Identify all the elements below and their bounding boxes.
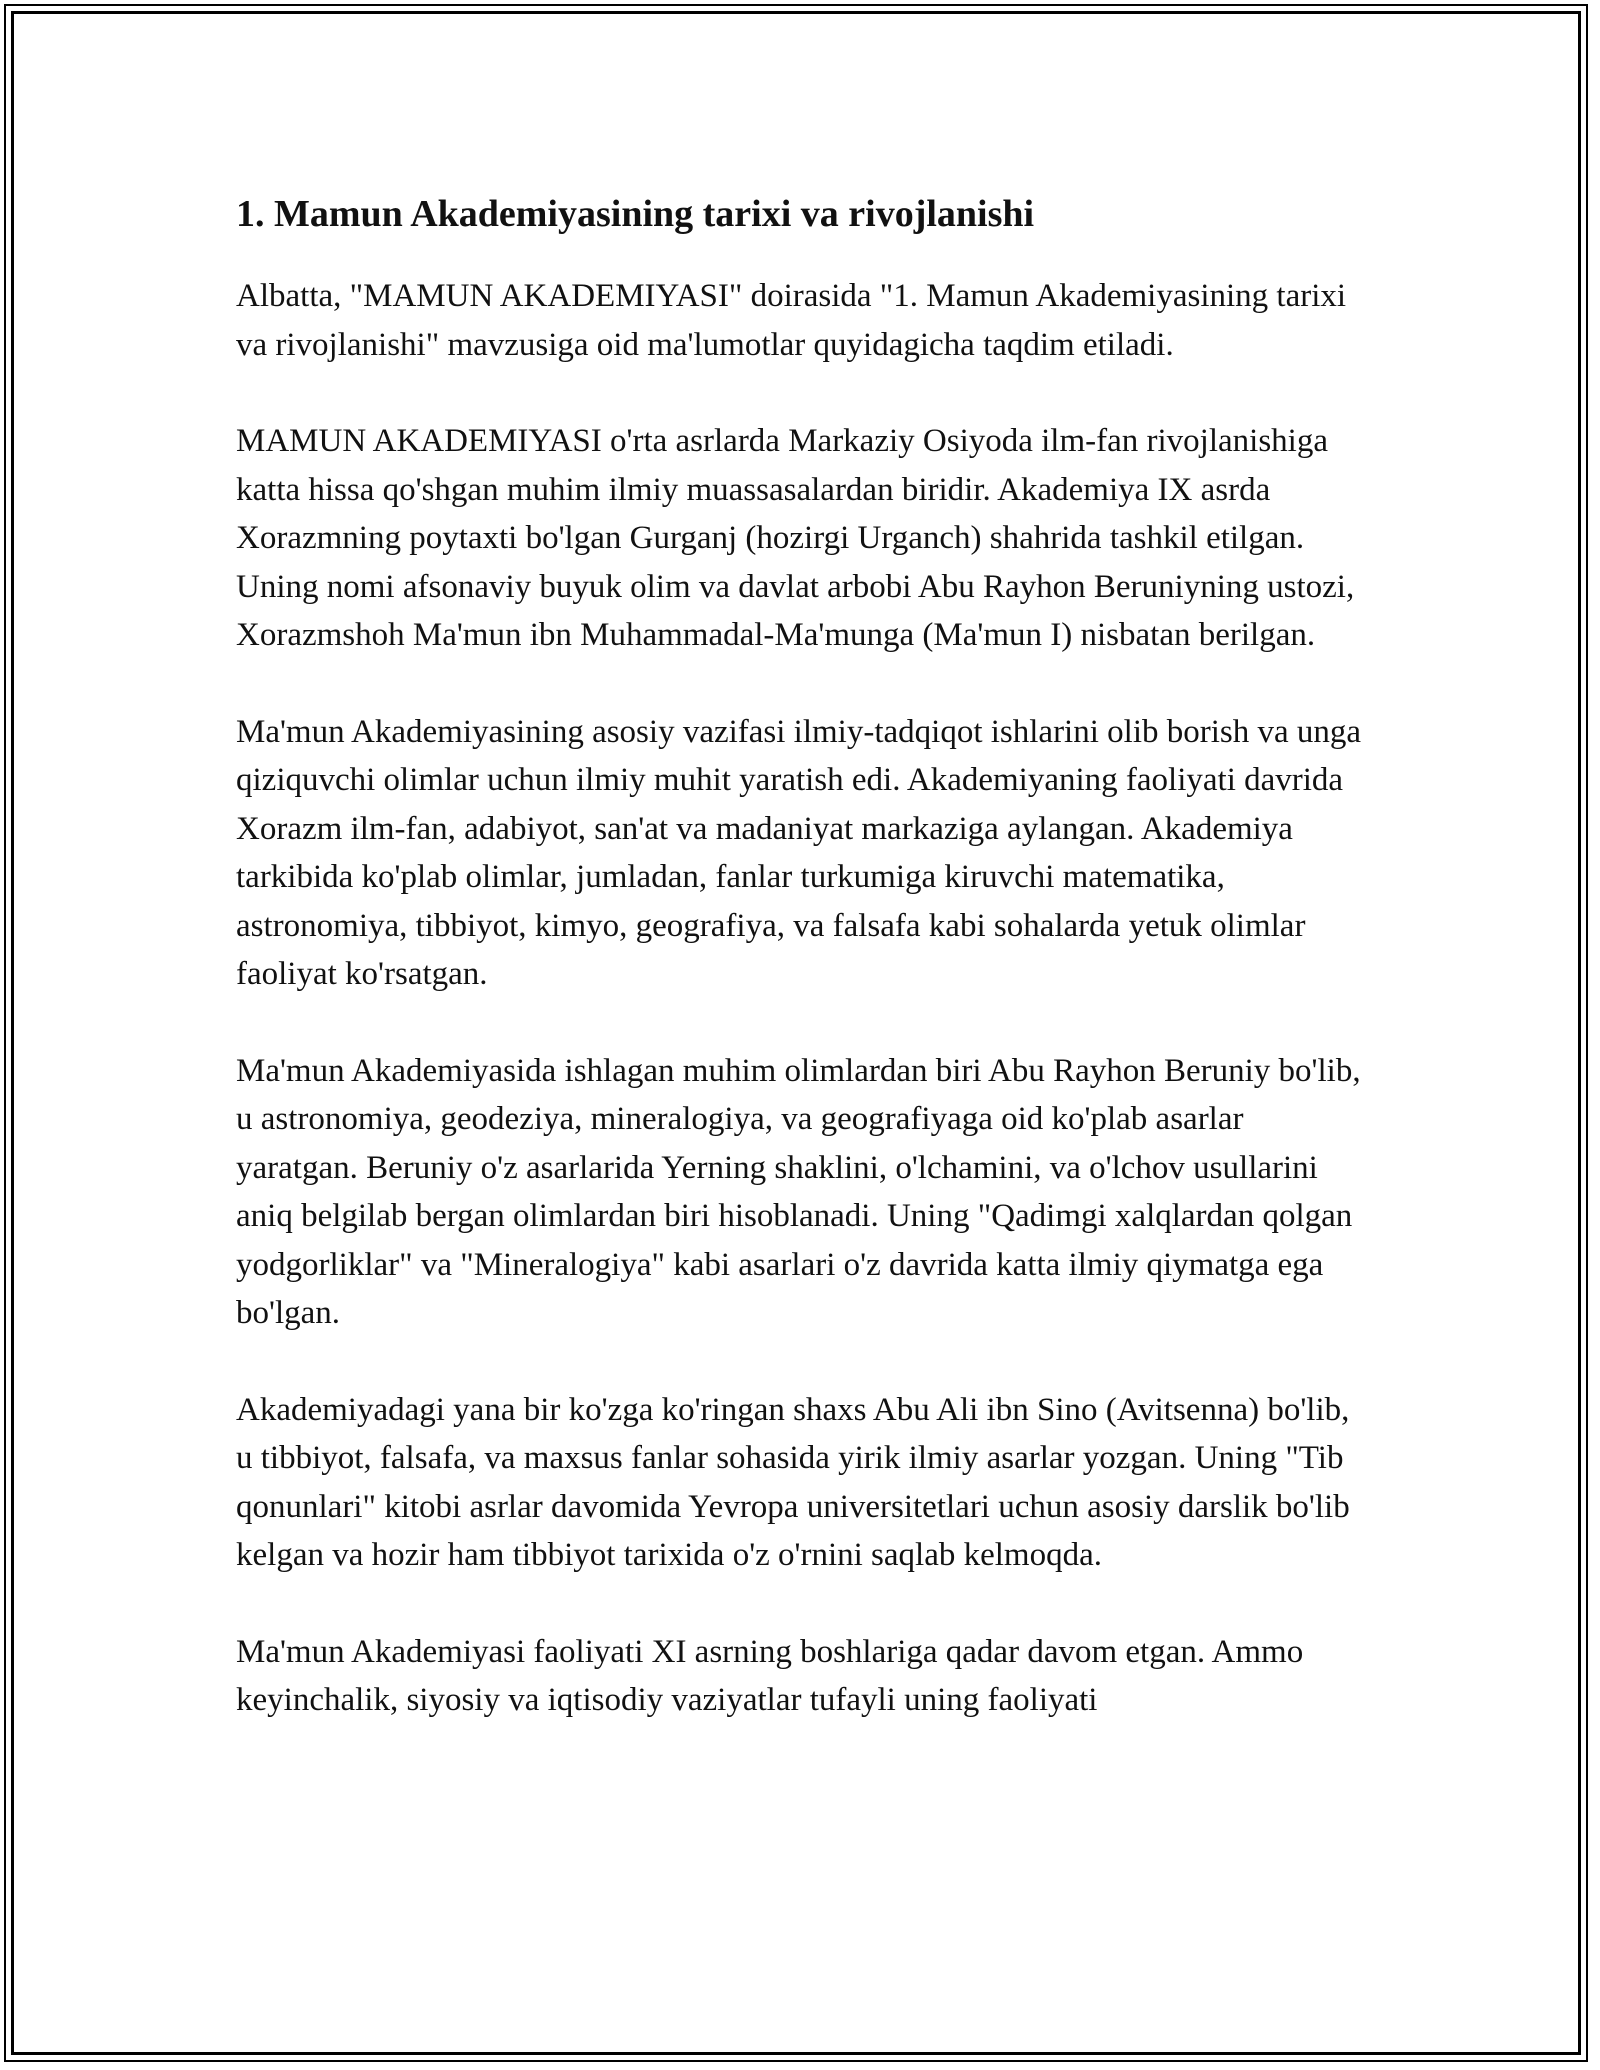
paragraph-founding: MAMUN AKADEMIYASI o'rta asrlarda Markaziy Osiyoda ilm-fan rivojlanishiga katta hissa qo'shgan muhim ilmiy muassasalardan biridir. Akademiya IX asrda Xorazmning poytaxti bo'lgan Gurganj (hozirgi Urganch) shahrida tashkil etilgan. Uning nomi afsonaviy buyuk olim va davlat arbobi Abu Rayhon Beruniyning ustozi, Xorazmshoh Ma'mun ibn Muhammadal-Ma'munga (Ma'mun I) nisbatan berilgan. xyxy=(236,423,1355,653)
document-body xyxy=(236,188,1366,1773)
document-title: 1. Mamun Akademiyasining tarixi va rivojlanishi xyxy=(236,193,1035,235)
paragraph-beruniy: Ma'mun Akademiyasida ishlagan muhim olimlardan biri Abu Rayhon Beruniy bo'lib, u astronomiya, geodeziya, mineralogiya, va geografiyaga oid ko'plab asarlar yaratgan. Beruniy o'z asarlarida Yerning shaklini, o'lchamini, va o'lchov usullarini aniq belgilab bergan olimlardan biri hisoblanadi. Uning "Qadimgi xalqlardan qolgan yodgorliklar" va "Mineralogiya" kabi asarlari o'z davrida katta ilmiy qiymatga ega bo'lgan. xyxy=(236,1052,1361,1331)
paragraph-intro: Albatta, "MAMUN AKADEMIYASI" doirasida "1. Mamun Akademiyasining tarixi va rivojlanishi" mavzusiga oid ma'lumotlar quyidagicha taqdim etiladi. xyxy=(236,278,1347,363)
paragraph-decline: Ma'mun Akademiyasi faoliyati XI asrning boshlariga qadar davom etgan. Ammo keyinchalik, siyosiy va iqtisodiy vaziyatlar tufayli uning faoliyati xyxy=(236,1633,1304,1718)
paragraph-ibn-sino: Akademiyadagi yana bir ko'zga ko'ringan shaxs Abu Ali ibn Sino (Avitsenna) bo'lib, u tibbiyot, falsafa, va maxsus fanlar sohasida yirik ilmiy asarlar yozgan. Uning "Tib qonunlari" kitobi asrlar davomida Yevropa universitetlari uchun asosiy darslik bo'lib kelgan va hozir ham tibbiyot tarixida o'z o'rnini saqlab kelmoqda. xyxy=(236,1391,1350,1573)
paragraph-mission: Ma'mun Akademiyasining asosiy vazifasi ilmiy-tadqiqot ishlarini olib borish va unga qiziquvchi olimlar uchun ilmiy muhit yaratish edi. Akademiyaning faoliyati davrida Xorazm ilm-fan, adabiyot, san'at va madaniyat markaziga aylangan. Akademiya tarkibida ko'plab olimlar, jumladan, fanlar turkumiga kiruvchi matematika, astronomiya, tibbiyot, kimyo, geografiya, va falsafa kabi sohalarda yetuk olimlar faoliyat ko'rsatgan. xyxy=(236,713,1362,992)
